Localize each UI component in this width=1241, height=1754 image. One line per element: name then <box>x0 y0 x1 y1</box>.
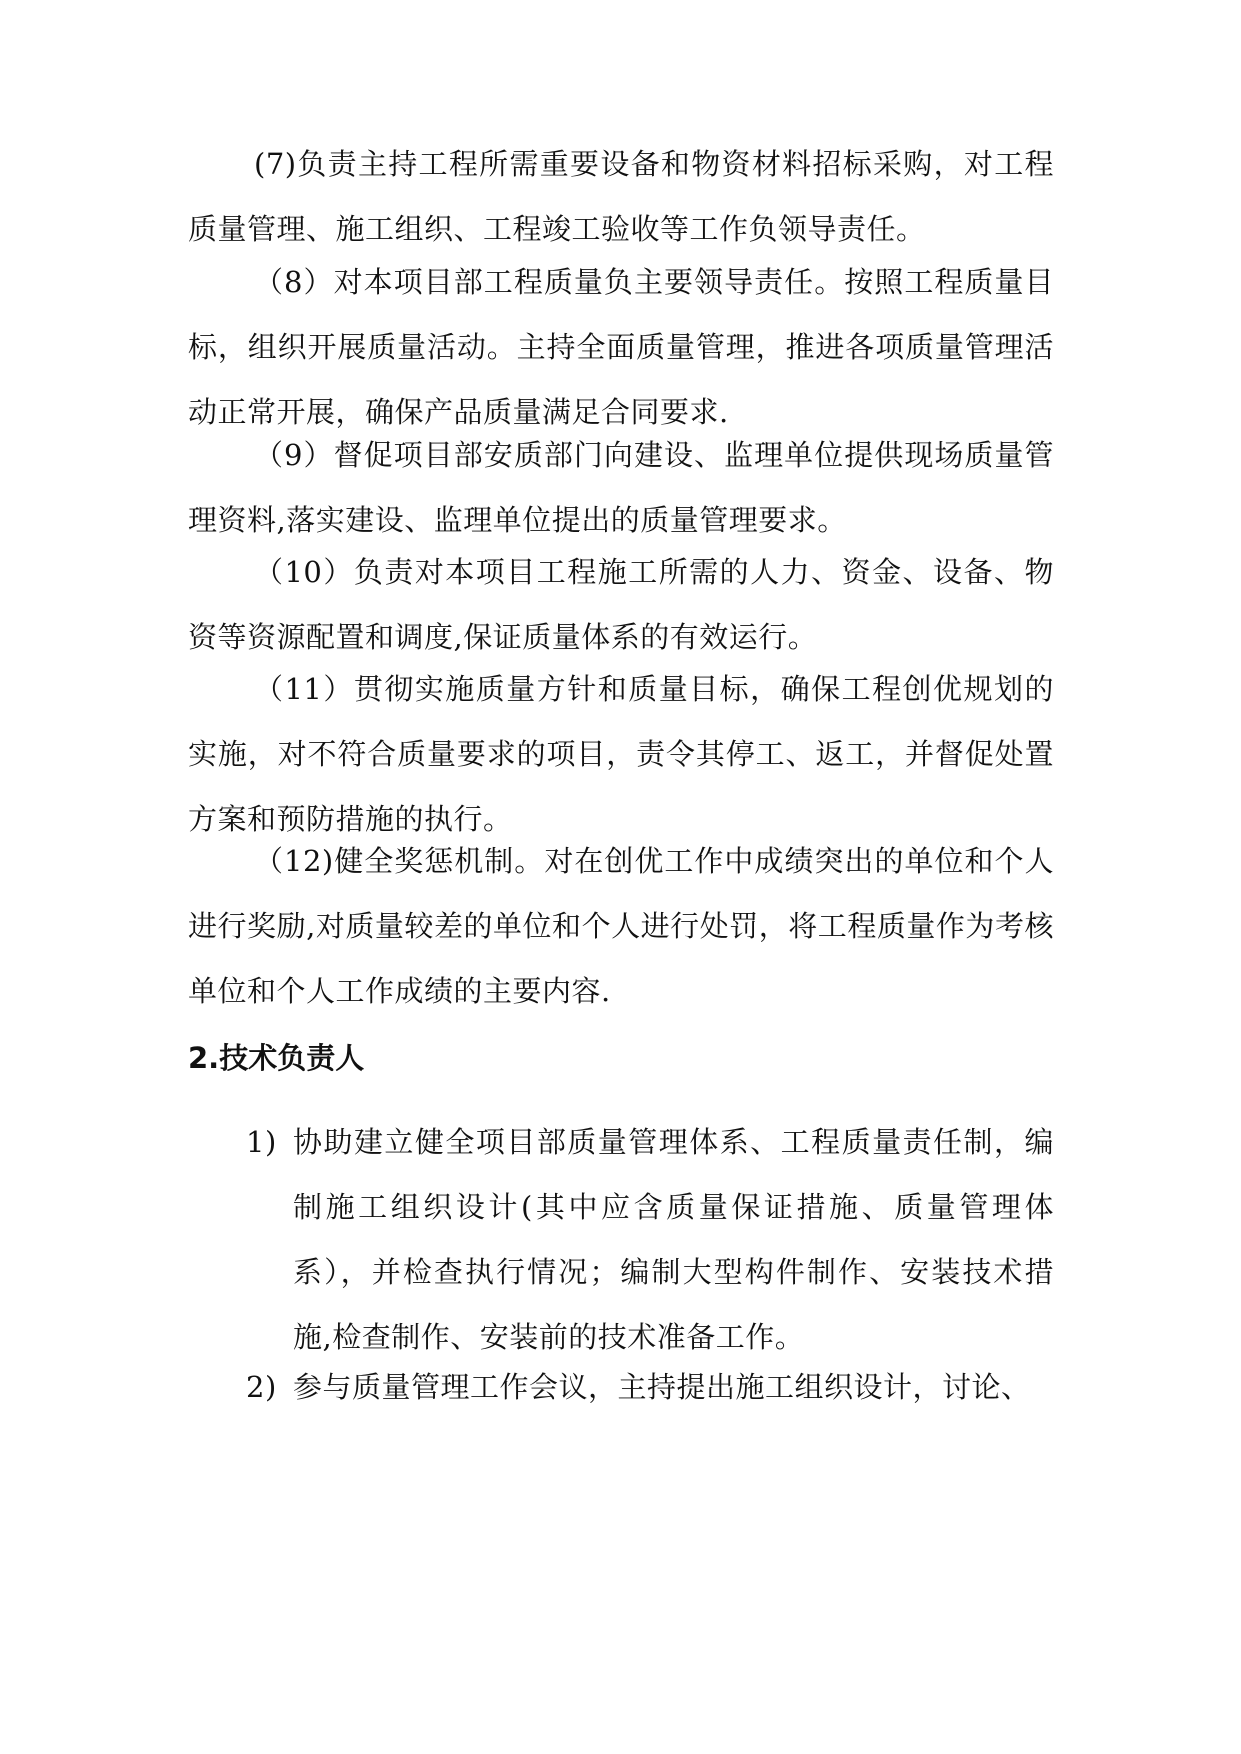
paragraph-10: （10）负责对本项目工程施工所需的人力、资金、设备、物资等资源配置和调度,保证质量体系的有效运行。 <box>188 555 1054 654</box>
list-item-number: 1) <box>246 1125 277 1159</box>
paragraph-7: (7)负责主持工程所需重要设备和物资材料招标采购，对工程质量管理、施工组织、工程竣工验收等工作负领导责任。 <box>188 147 1054 246</box>
paragraph-12: （12)健全奖惩机制。对在创优工作中成绩突出的单位和个人进行奖励,对质量较差的单位和个人进行处罚，将工程质量作为考核单位和个人工作成绩的主要内容. <box>188 844 1054 1008</box>
list-item-text: 协助建立健全项目部质量管理体系、工程质量责任制，编制施工组织设计(其中应含质量保证措施、质量管理体系），并检查执行情况；编制大型构件制作、安装技术措施,检查制作、安装前的技术准备工作。 <box>293 1125 1054 1354</box>
section-heading: 2.技术负责人 <box>188 1041 365 1075</box>
paragraph-11: （11）贯彻实施质量方针和质量目标，确保工程创优规划的实施，对不符合质量要求的项目，责令其停工、返工，并督促处置方案和预防措施的执行。 <box>188 672 1054 836</box>
paragraph-9: （9）督促项目部安质部门向建设、监理单位提供现场质量管理资料,落实建设、监理单位提出的质量管理要求。 <box>188 438 1054 537</box>
list-item-2 <box>246 1355 1054 1420</box>
list-item-number: 2) <box>246 1370 277 1404</box>
paragraph-8: （8）对本项目部工程质量负主要领导责任。按照工程质量目标，组织开展质量活动。主持全面质量管理，推进各项质量管理活动正常开展，确保产品质量满足合同要求. <box>188 265 1054 429</box>
list-item-text: 参与质量管理工作会议，主持提出施工组织设计，讨论、 <box>293 1370 1031 1404</box>
list-item-1 <box>246 1110 1054 1370</box>
